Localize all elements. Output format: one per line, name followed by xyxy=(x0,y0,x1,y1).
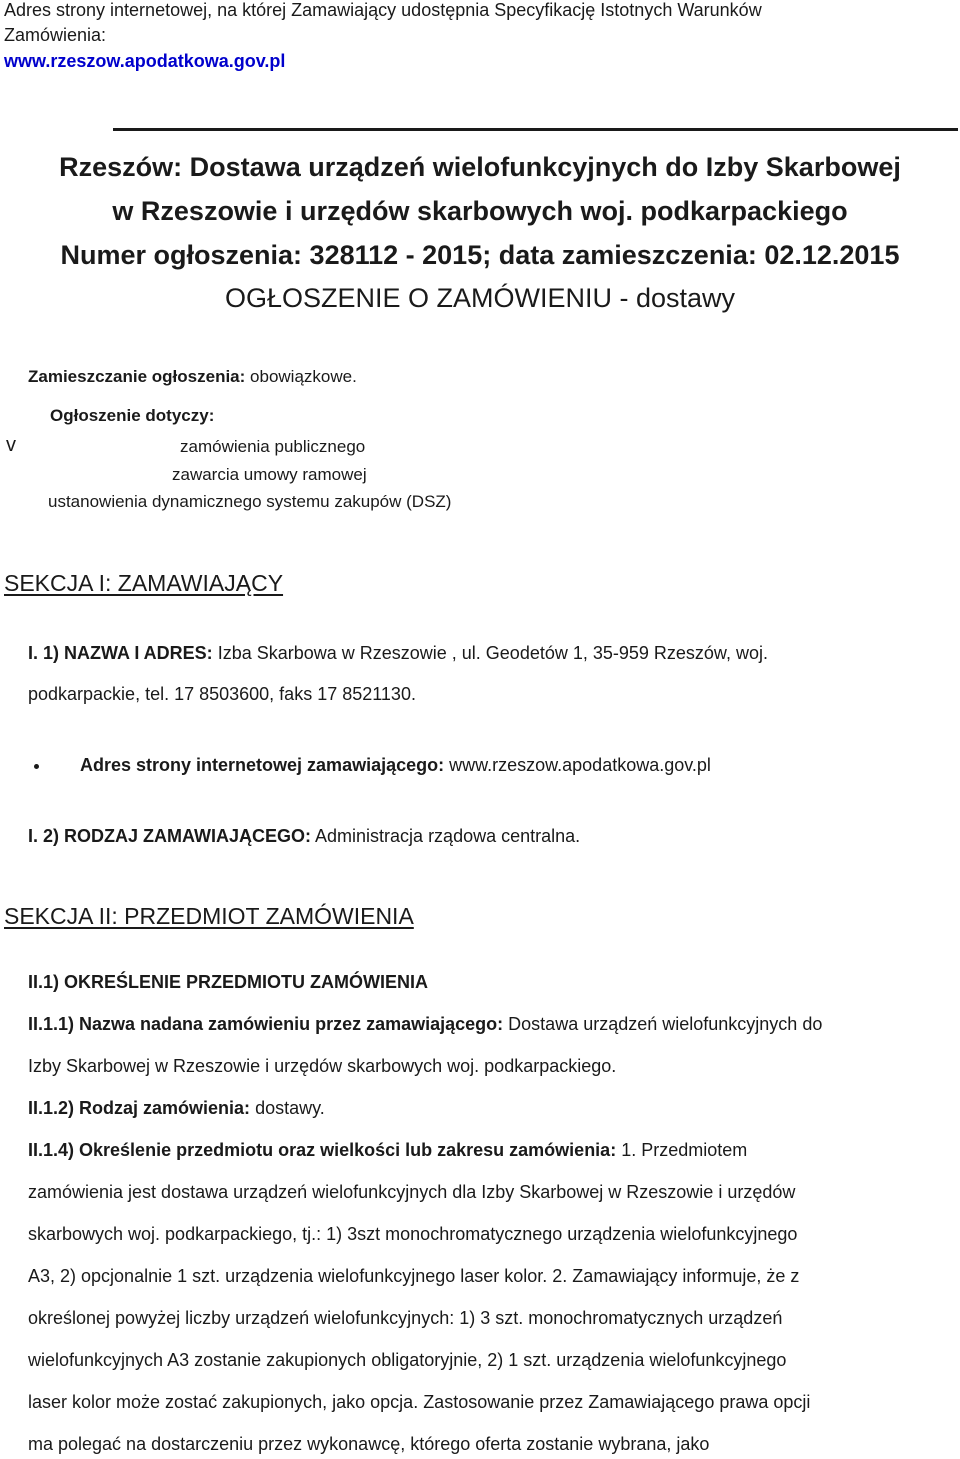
placement-row xyxy=(28,367,357,387)
name-address-value-line2: podkarpackie, tel. 17 8503600, faks 17 8521130. xyxy=(28,684,416,704)
authority-type-row xyxy=(28,826,580,847)
placement-value: obowiązkowe. xyxy=(250,367,357,386)
notice-title-line1: Rzeszów: Dostawa urządzeń wielofunkcyjnych do Izby Skarbowej xyxy=(59,152,901,182)
contract-scope-line7: laser kolor może zostać zakupionych, jako opcja. Zastosowanie przez Zamawiającego prawa opcji xyxy=(28,1392,811,1412)
notice-number-line: Numer ogłoszenia: 328112 - 2015; data zamieszczenia: 02.12.2015 xyxy=(60,240,900,270)
section-2-heading: SEKCJA II: PRZEDMIOT ZAMÓWIENIA xyxy=(4,903,414,929)
concerns-label: Ogłoszenie dotyczy: xyxy=(50,406,215,425)
contract-scope-line1: 1. Przedmiotem xyxy=(621,1140,748,1160)
contract-name-value: Dostawa urządzeń wielofunkcyjnych do xyxy=(508,1014,823,1034)
name-address-value: Izba Skarbowa w Rzeszowie , ul. Geodetów 1, 35-959 Rzeszów, woj. xyxy=(217,643,768,663)
notice-title-line2: w Rzeszowie i urzędów skarbowych woj. podkarpackiego xyxy=(112,196,848,226)
authority-type-label: I. 2) RODZAJ ZAMAWIAJĄCEGO: xyxy=(28,826,312,846)
placement-label: Zamieszczanie ogłoszenia: xyxy=(28,367,246,386)
name-address-label: I. 1) NAZWA I ADRES: xyxy=(28,643,213,663)
header-intro-line2: Zamówienia: xyxy=(4,25,107,45)
concerns-option-public-contract: zamówienia publicznego xyxy=(180,437,366,456)
header-intro-line1: Adres strony internetowej, na której Zamawiający udostępnia Specyfikację Istotnych Warunków xyxy=(4,0,762,20)
contract-name-label: II.1.1) Nazwa nadana zamówieniu przez zamawiającego: xyxy=(28,1014,504,1034)
contract-kind-value: dostawy. xyxy=(255,1098,325,1118)
notice-type-heading: OGŁOSZENIE O ZAMÓWIENIU - dostawy xyxy=(224,283,736,313)
authority-type-value: Administracja rządowa centralna. xyxy=(315,826,581,846)
contract-name-row xyxy=(28,1014,822,1035)
concerns-option-framework: zawarcia umowy ramowej xyxy=(172,465,367,484)
contract-kind-row xyxy=(28,1098,325,1119)
authority-website-label: Adres strony internetowej zamawiającego: xyxy=(80,755,445,775)
header-website-link[interactable]: www.rzeszow.apodatkowa.gov.pl xyxy=(4,51,286,71)
contract-name-value-line2: Izby Skarbowej w Rzeszowie i urzędów skarbowych woj. podkarpackiego. xyxy=(28,1056,617,1076)
subject-definition-heading: II.1) OKREŚLENIE PRZEDMIOTU ZAMÓWIENIA xyxy=(28,972,429,992)
section-1-heading: SEKCJA I: ZAMAWIAJĄCY xyxy=(4,570,284,596)
authority-website-value: www.rzeszow.apodatkowa.gov.pl xyxy=(449,755,711,775)
contract-scope-line6: wielofunkcyjnych A3 zostanie zakupionych obligatoryjnie, 2) 1 szt. urządzenia wielofunkcyjnego xyxy=(28,1350,787,1370)
contract-scope-line3: skarbowych woj. podkarpackiego, tj.: 1) 3szt monochromatycznego urządzenia wielofunkcyjnego xyxy=(28,1224,798,1244)
contracting-authority-name-row xyxy=(28,643,768,664)
contract-scope-line5: określonej powyżej liczby urządzeń wielofunkcyjnych: 1) 3 szt. monochromatycznych urządzeń xyxy=(28,1308,783,1328)
authority-website-row xyxy=(80,755,711,776)
header-divider xyxy=(113,128,958,131)
concerns-option-dsz: ustanowienia dynamicznego systemu zakupów (DSZ) xyxy=(48,492,452,511)
concerns-checkmark: v xyxy=(6,434,16,456)
contract-scope-label: II.1.4) Określenie przedmiotu oraz wielkości lub zakresu zamówienia: xyxy=(28,1140,617,1160)
contract-kind-label: II.1.2) Rodzaj zamówienia: xyxy=(28,1098,251,1118)
contract-scope-line4: A3, 2) opcjonalnie 1 szt. urządzenia wielofunkcyjnego laser kolor. 2. Zamawiający informuje, że z xyxy=(28,1266,800,1286)
contract-scope-line2: zamówienia jest dostawa urządzeń wielofunkcyjnych dla Izby Skarbowej w Rzeszowie i urzędów xyxy=(28,1182,796,1202)
contract-scope-line8: ma polegać na dostarczeniu przez wykonawcę, którego oferta zostanie wybrana, jako xyxy=(28,1434,710,1454)
contract-scope-row xyxy=(28,1140,747,1161)
bullet-icon xyxy=(34,764,39,769)
